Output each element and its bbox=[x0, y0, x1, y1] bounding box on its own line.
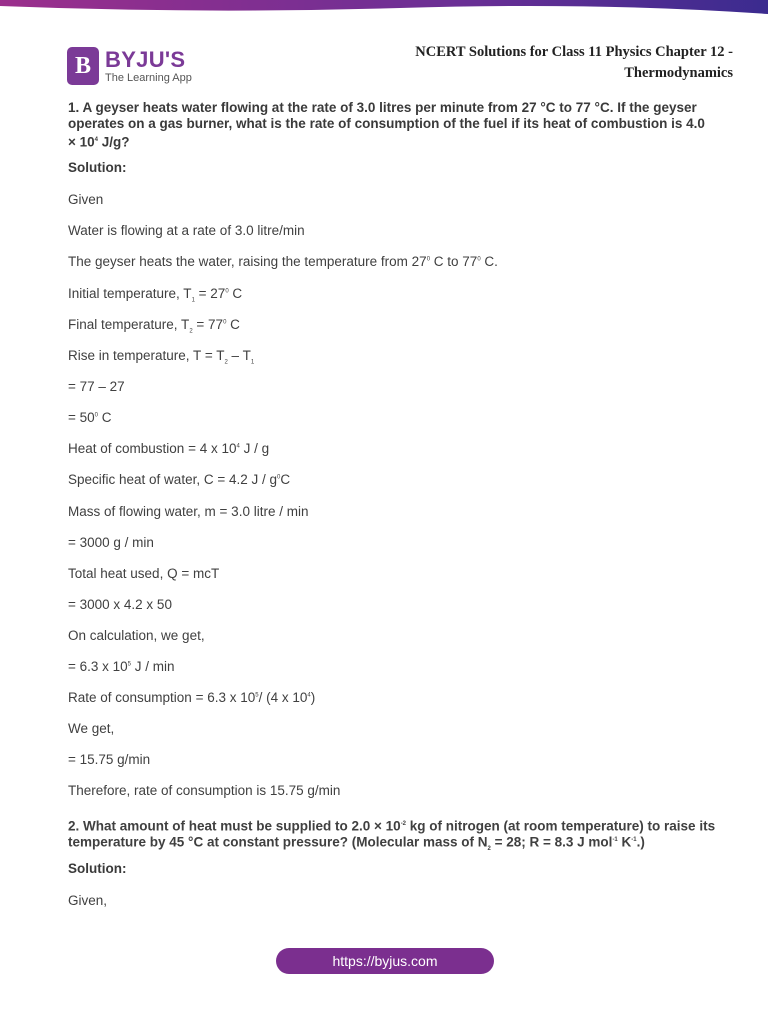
mass-grams-line: = 3000 g / min bbox=[68, 535, 154, 550]
combustion-heat-line: Heat of combustion = 4 x $10^4$ J / g bbox=[68, 441, 270, 456]
result-line: = 6.3 x $10^5$ J / min bbox=[68, 659, 175, 674]
header-color-band bbox=[0, 0, 768, 18]
solution-label-2: Solution: bbox=[68, 861, 127, 876]
logo-mark: B bbox=[67, 47, 99, 85]
solution-label-1: Solution: bbox=[68, 160, 127, 175]
q1-line-3: × $10^4$ J/g? bbox=[68, 134, 130, 150]
flow-rate-line: Water is flowing at a rate of 3.0 litre/min bbox=[68, 223, 305, 238]
heating-line: The geyser heats the water, raising the temperature from $27^0$ C to $77^0$ C. bbox=[68, 254, 498, 269]
byjus-logo bbox=[67, 46, 192, 86]
given-label-2: Given, bbox=[68, 893, 108, 908]
title-line-2: Thermodynamics bbox=[624, 65, 733, 81]
q1-line-2: operates on a gas burner, what is the rate of consumption of the fuel if its heat of combustion is 4.0 bbox=[68, 116, 705, 131]
initial-temp-line: Initial temperature, $T_1 = 27^0$ C bbox=[68, 286, 243, 304]
q2-line-2: temperature by 45 °C at constant pressure? (Molecular mass of $N_2 = 28$; R = 8.3 J mol$^{-1}$ $K^{-1}$.) bbox=[68, 834, 645, 853]
brand-name: BYJU'S bbox=[105, 46, 186, 72]
answer-line: = 15.75 g/min bbox=[68, 752, 151, 767]
total-heat-line: Total heat used, Q = mcT bbox=[68, 566, 220, 581]
footer-url-link[interactable]: https://byjus.com bbox=[276, 948, 494, 974]
difference-line: = 77 – 27 bbox=[68, 379, 125, 394]
we-get-line: We get, bbox=[68, 721, 115, 736]
calc-line: = 3000 x 4.2 x 50 bbox=[68, 597, 172, 612]
question-1 bbox=[68, 100, 708, 151]
given-label: Given bbox=[68, 192, 104, 207]
final-temp-line: Final temperature, $T_2 = 77^0$ C bbox=[68, 317, 240, 335]
conclusion-line: Therefore, rate of consumption is 15.75 g/min bbox=[68, 783, 341, 798]
rise-temp-line: Rise in temperature, $T = T_2 - T_1$ bbox=[68, 348, 255, 366]
document-title bbox=[415, 42, 733, 84]
rate-line: Rate of consumption = 6.3 x $10^5/$ (4 x $10^4$) bbox=[68, 690, 316, 705]
q2-line-1: 2. What amount of heat must be supplied to $2.0 \times 10^{-2}$ kg of nitrogen (at room temperature) to raise its bbox=[68, 818, 716, 834]
mass-line: Mass of flowing water, m = 3.0 litre / min bbox=[68, 504, 309, 519]
title-line-1: NCERT Solutions for Class 11 Physics Chapter 12 - bbox=[415, 44, 733, 60]
on-calc-line: On calculation, we get, bbox=[68, 628, 205, 643]
brand-tagline: The Learning App bbox=[105, 71, 192, 84]
specific-heat-line: Specific heat of water, C = 4.2 J / $g^0C$ bbox=[68, 472, 291, 487]
q1-line-1: 1. A geyser heats water flowing at the rate of 3.0 litres per minute from 27 °C to 77 °C. If the geyser bbox=[68, 100, 697, 115]
fifty-line: = $50^0$ C bbox=[68, 410, 112, 425]
